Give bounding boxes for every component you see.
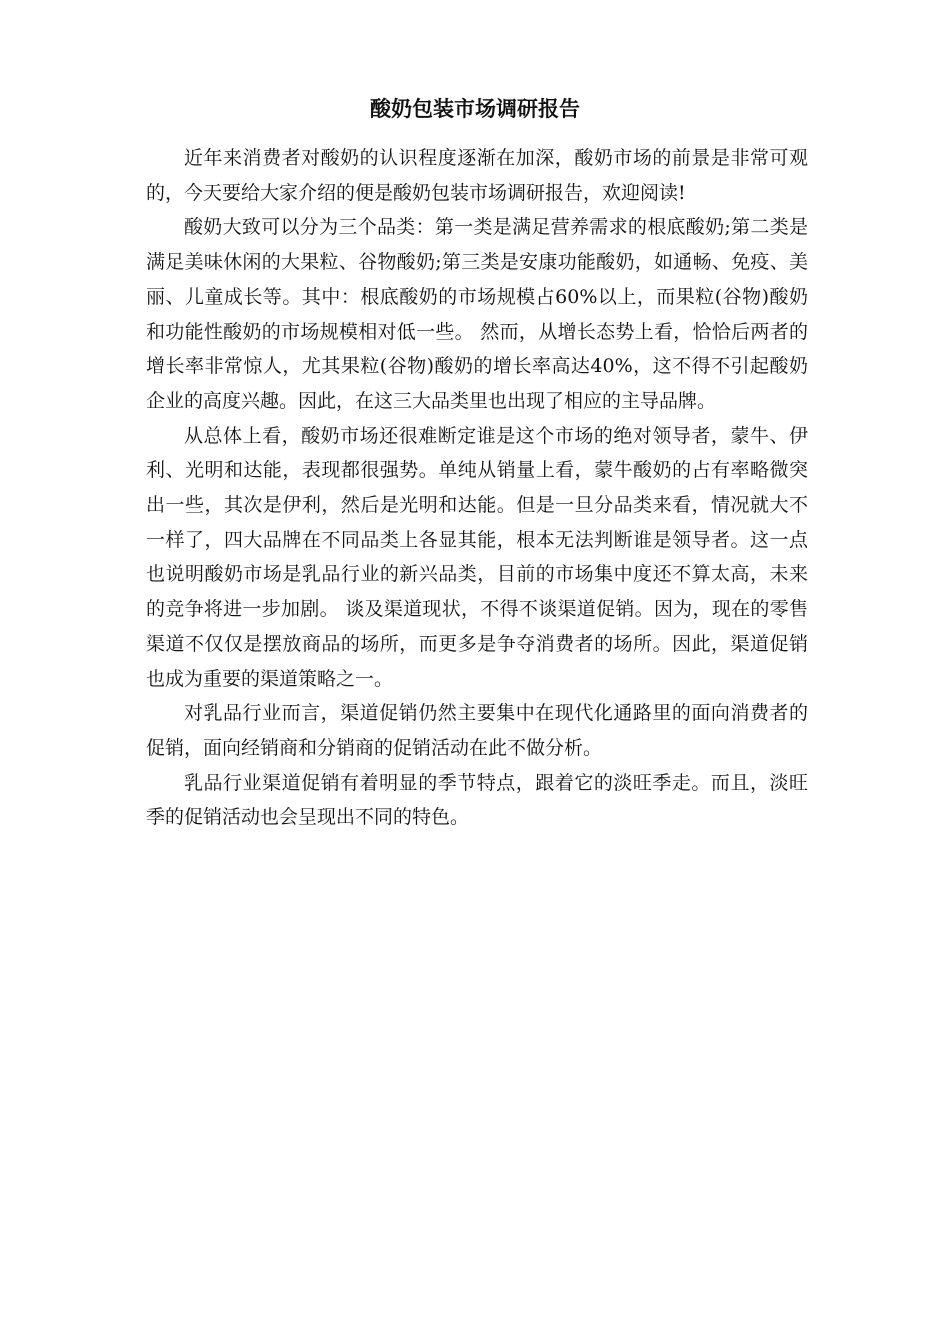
paragraph-promotion: 对乳品行业而言，渠道促销仍然主要集中在现代化通路里的面向消费者的促销，面向经销商和分销商的促销活动在此不做分析。 <box>146 702 808 759</box>
paragraph-brands: 从总体上看，酸奶市场还很难断定谁是这个市场的绝对领导者，蒙牛、伊利、光明和达能，表现都很强势。单纯从销量上看，蒙牛酸奶的占有率略微突出一些，其次是伊利，然后是光明和达能。但是一旦分品类来看，情况就大不一样了，四大品牌在不同品类上各显其能，根本无法判断谁是领导者。这一点也说明酸奶市场是乳品行业的新兴品类，目前的市场集中度还不算太高，未来的竞争将进一步加剧。 谈及渠道现状，不得不谈渠道促销。因为，现在的零售渠道不仅仅是摆放商品的场所，而更多是争夺消费者的场所。因此，渠道促销也成为重要的渠道策略之一。 <box>146 424 808 690</box>
paragraph-intro: 近年来消费者对酸奶的认识程度逐渐在加深，酸奶市场的前景是非常可观的，今天要给大家介绍的便是酸奶包装市场调研报告，欢迎阅读! <box>146 147 808 204</box>
document-body <box>146 141 808 835</box>
document-title: 酸奶包装市场调研报告 <box>370 96 580 121</box>
paragraph-seasonality: 乳品行业渠道促销有着明显的季节特点，跟着它的淡旺季走。而且，淡旺季的促销活动也会呈现出不同的特色。 <box>146 771 808 829</box>
paragraph-categories: 酸奶大致可以分为三个品类：第一类是满足营养需求的根底酸奶;第二类是满足美味休闲的大果粒、谷物酸奶;第三类是安康功能酸奶，如通畅、免疫、美丽、儿童成长等。其中：根底酸奶的市场规模占60%以上，而果粒(谷物)酸奶和功能性酸奶的市场规模相对低一些。 然而，从增长态势上看，恰恰后两者的增长率非常惊人，尤其果粒(谷物)酸奶的增长率高达40%，这不得不引起酸奶企业的高度兴趣。因此，在这三大品类里也出现了相应的主导品牌。 <box>146 216 808 412</box>
